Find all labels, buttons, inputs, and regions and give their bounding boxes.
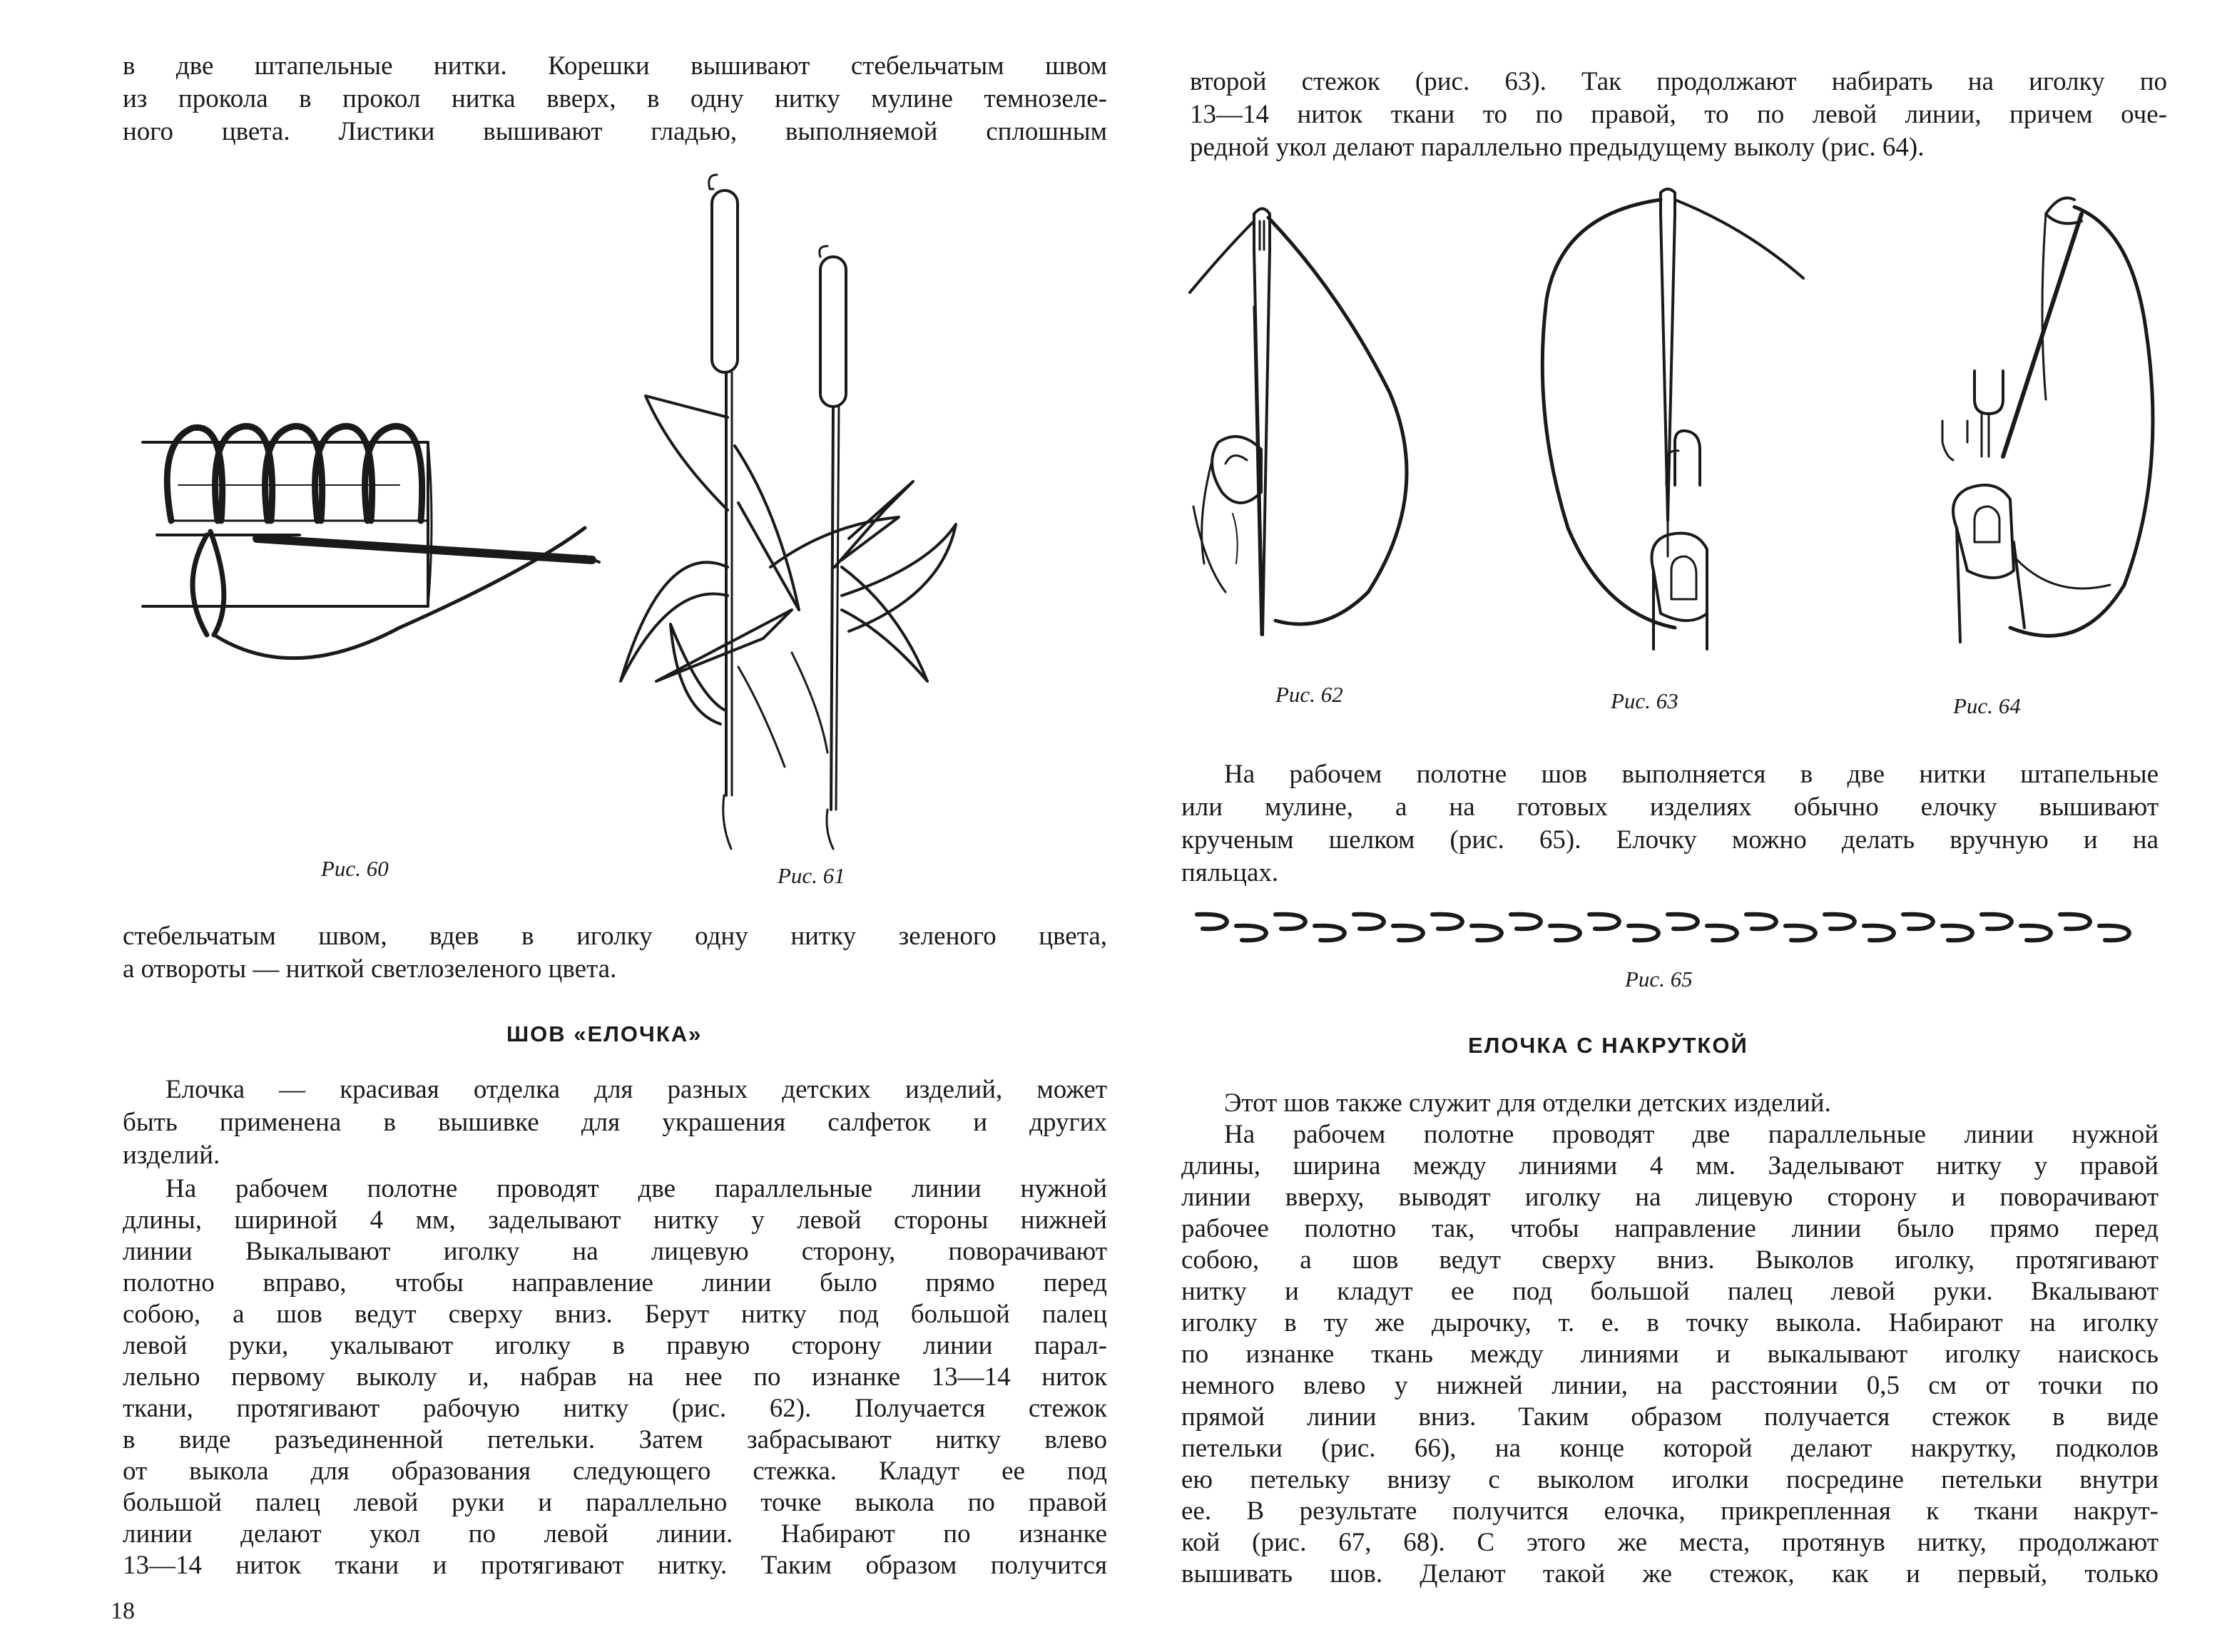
text-line: собою, а шов ведут сверху вниз. Берут нитку под большой палец [123,1300,1107,1329]
chain-stitch-mark [1707,926,1737,941]
chain-stitch-mark [1550,926,1580,941]
text-line: На рабочем полотне проводят две параллельные линии нужной [1224,1120,2159,1149]
text-line: стебельчатым швом, вдев в иголку одну нитку зеленого цвета, [123,922,1107,951]
section-heading-elochka-nakrutka: ЕЛОЧКА С НАКРУТКОЙ [1468,1033,1748,1058]
needle-thread-hand-illustration [1867,185,2167,656]
chain-stitch-mark [1197,914,1227,929]
chain-stitch-mark [1275,914,1305,929]
herringbone-stitch-chain-illustration [1190,907,2160,950]
text-line: в виде разъединенной петельки. Затем забрасывают нитку влево [123,1425,1107,1454]
text-line: кой (рис. 67, 68). С этого же места, протянув нитку, продолжают [1181,1528,2159,1557]
elochka-intro-paragraph [123,1074,1107,1172]
text-line: второй стежок (рис. 63). Так продолжают набирать на иголку по [1190,67,2167,96]
text-line: ею петельку внизу с выколом иголки посредине петельки внутри [1181,1465,2159,1494]
text-line: На рабочем полотне шов выполняется в две нитки штапельные [1224,760,2159,789]
needle-thread-hand-illustration [1504,185,1803,656]
section-heading-elochka: ШОВ «ЕЛОЧКА» [506,1021,703,1046]
text-line: собою, а шов ведут сверху вниз. Выколов иголку, протягивают [1181,1245,2159,1275]
text-line: ного цвета. Листики вышивают гладью, выполняемой сплошным [123,117,1107,146]
needle-thread-hand-illustration [1183,193,1439,663]
text-line: от выкола для образования следующего стежка. Кладут ее под [123,1457,1107,1486]
text-line: петельки (рис. 66), на конце которой делают накрутку, подколов [1181,1434,2159,1463]
text-line: длины, шириной 4 мм, заделывают нитку у левой стороны нижней [123,1205,1107,1235]
text-line: прямой линии вниз. Таким образом получается стежок в виде [1181,1402,2159,1432]
chain-stitch-mark [1668,914,1698,929]
chain-stitch-mark [1472,926,1502,941]
chain-stitch-mark [1432,914,1462,929]
text-line: из прокола в прокол нитка вверх, в одну нитку мулине темнозеле- [123,84,1107,113]
figure-65-caption: Рис. 65 [1625,967,1693,991]
text-line: пяльцах. [1181,858,1279,887]
text-line: На рабочем полотне проводят две параллельные линии нужной [165,1174,1107,1203]
text-line: вышивать шов. Делают такой же стежок, как и первый, только [1181,1559,2159,1589]
nakrutka-paragraph [1181,1088,2159,1590]
chain-stitch-mark [1864,926,1894,941]
left-page [0,0,1118,1652]
text-line: Этот шов также служит для отделки детских изделий. [1224,1088,1831,1118]
stitch-loops-illustration [128,399,613,671]
cattail-plant-illustration [613,168,1056,852]
chain-stitch-mark [1942,926,1972,941]
right-middle-paragraph [1181,758,2159,889]
text-line: линии вверху, выводят иголку на лицевую сторону и поворачивают [1181,1183,2159,1212]
chain-stitch-mark [1354,914,1384,929]
right-page [1118,0,2237,1652]
text-line: линии Выкалывают иголку на лицевую сторону, поворачивают [123,1237,1107,1266]
chain-stitch-mark [1825,914,1855,929]
elochka-body-paragraph [123,1173,1107,1581]
page-number: 18 [111,1598,135,1624]
left-top-paragraph [123,50,1107,148]
figure-64-caption: Рис. 64 [1953,693,2021,718]
figure-62-caption: Рис. 62 [1275,682,1343,707]
text-line: а отвороты — ниткой светлозеленого цвета. [123,954,617,984]
text-line: 13—14 ниток ткани то по правой, то по левой линии, причем оче- [1190,100,2167,129]
text-line: длины, ширина между линиями 4 мм. Заделывают нитку у правой [1181,1151,2159,1181]
text-line: ткани, протягивают рабочую нитку (рис. 62). Получается стежок [123,1394,1107,1423]
text-line: большой палец левой руки и параллельно точке выкола по правой [123,1488,1107,1517]
figure-63-caption: Рис. 63 [1611,688,1678,713]
chain-stitch-mark [1589,914,1619,929]
chain-stitch-mark [1903,914,1933,929]
chain-stitch-mark [2060,914,2090,929]
text-line: полотно вправо, чтобы направление линии было прямо перед [123,1268,1107,1297]
text-line: Елочка — красивая отделка для разных детских изделий, может [165,1075,1107,1104]
text-line: иголку в ту же дырочку, т. е. в точку выкола. Набирают на иголку [1181,1308,2159,1337]
text-line: изделий. [123,1141,220,1170]
left-after-figures-paragraph [123,920,1107,986]
text-line: по изнанке ткань между линиями и выкалывают иголку наискось [1181,1340,2159,1369]
chain-stitch-mark [1393,926,1423,941]
text-line: линии делают укол по левой линии. Набирают по изнанке [123,1519,1107,1549]
chain-stitch-mark [2021,926,2051,941]
chain-stitch-mark [1236,926,1266,941]
chain-stitch-mark [1785,926,1815,941]
text-line: в две штапельные нитки. Корешки вышивают стебельчатым швом [123,51,1107,81]
chain-stitch-mark [1315,926,1345,941]
text-line: ее. В результате получится елочка, прикрепленная к ткани накрут- [1181,1497,2159,1526]
text-line: крученым шелком (рис. 65). Елочку можно делать вручную и на [1181,825,2159,855]
chain-stitch-mark [1982,914,2012,929]
text-line: рабочее полотно так, чтобы направление линии было прямо перед [1181,1214,2159,1243]
text-line: быть применена в вышивке для украшения салфеток и других [123,1108,1107,1137]
text-line: или мулине, а на готовых изделиях обычно елочку вышивают [1181,792,2159,822]
chain-stitch-mark [1511,914,1541,929]
chain-stitch-mark [1746,914,1776,929]
figure-61-caption: Рис. 61 [778,863,845,888]
text-line: немного влево у нижней линии, на расстоянии 0,5 см от точки по [1181,1371,2159,1400]
text-line: 13—14 ниток ткани и протягивают нитку. Таким образом получится [123,1551,1107,1580]
text-line: редной укол делают параллельно предыдущему выколу (рис. 64). [1190,133,1925,162]
right-top-paragraph [1190,66,2167,164]
text-line: нитку и кладут ее под большой палец левой руки. Вкалывают [1181,1277,2159,1306]
text-line: левой руки, укалывают иголку в правую сторону линии парал- [123,1331,1107,1360]
chain-stitch-mark [2099,926,2129,941]
figure-60-caption: Рис. 60 [321,856,389,881]
text-line: лельно первому выколу и, набрав на нее по изнанке 13—14 ниток [123,1362,1107,1392]
chain-stitch-mark [1629,926,1658,941]
